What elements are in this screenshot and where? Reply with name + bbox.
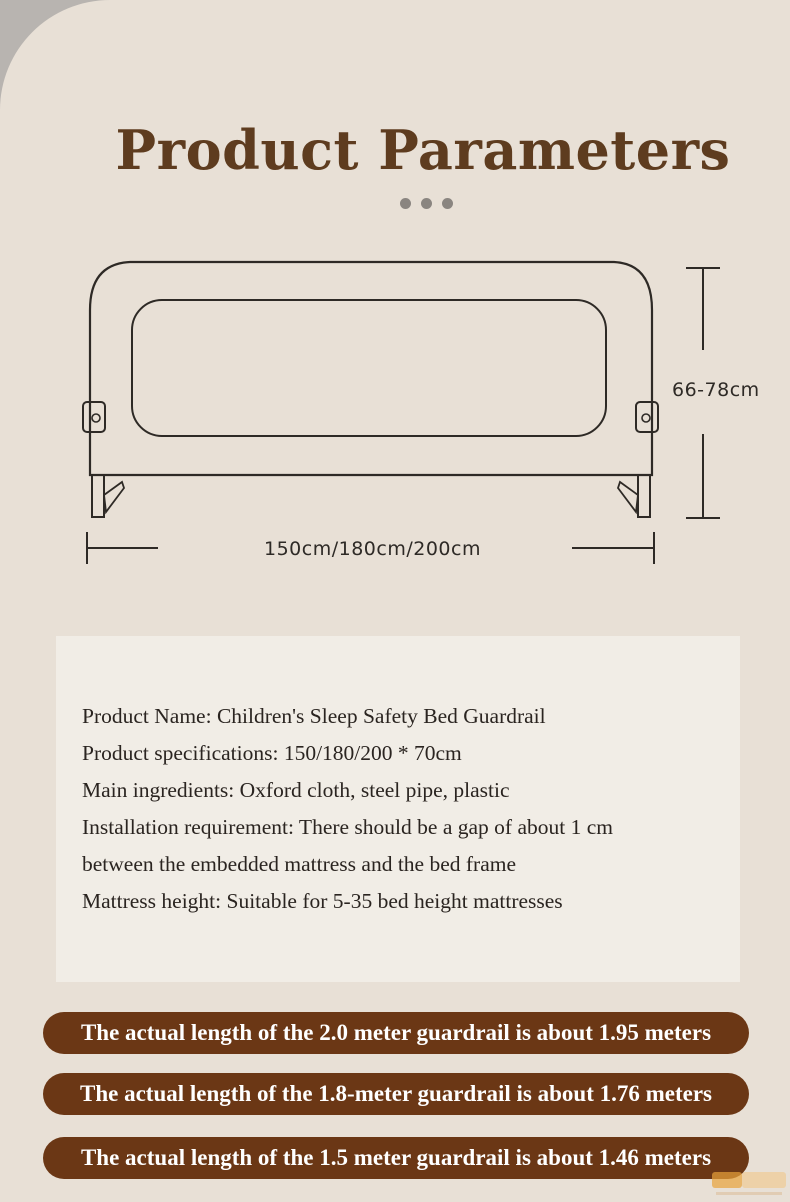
width-dimension-label: 150cm/180cm/200cm (264, 538, 481, 560)
length-note-1-8: The actual length of the 1.8-meter guardrail is about 1.76 meters (43, 1073, 749, 1115)
info-specifications: Product specifications: 150/180/200 * 70cm (82, 741, 462, 765)
right-leg (638, 475, 650, 517)
dot-icon (442, 198, 453, 209)
length-note-1-5: The actual length of the 1.5 meter guardrail is about 1.46 meters (43, 1137, 749, 1179)
watermark-logo-icon (712, 1168, 788, 1200)
page-title: Product Parameters (115, 118, 731, 182)
info-installation: Installation requirement: There should be a gap of about 1 cm (82, 815, 613, 839)
dot-icon (421, 198, 432, 209)
product-info-card (56, 636, 740, 982)
dot-icon (400, 198, 411, 209)
info-product-name: Product Name: Children's Sleep Safety Bed Guardrail (82, 704, 546, 728)
info-ingredients: Main ingredients: Oxford cloth, steel pipe, plastic (82, 778, 510, 802)
left-leg (92, 475, 104, 517)
info-mattress-height: Mattress height: Suitable for 5-35 bed height mattresses (82, 889, 563, 913)
info-installation-cont: between the embedded mattress and the bed frame (82, 852, 516, 876)
right-knob-icon (636, 402, 658, 432)
guardrail-frame-outline (90, 262, 652, 475)
height-dimension-label: 66-78cm (672, 379, 760, 401)
length-note-2-0: The actual length of the 2.0 meter guardrail is about 1.95 meters (43, 1012, 749, 1054)
guardrail-mesh-panel (132, 300, 606, 436)
left-knob-icon (83, 402, 105, 432)
title-dots (400, 194, 463, 206)
guardrail-diagram (0, 250, 790, 590)
